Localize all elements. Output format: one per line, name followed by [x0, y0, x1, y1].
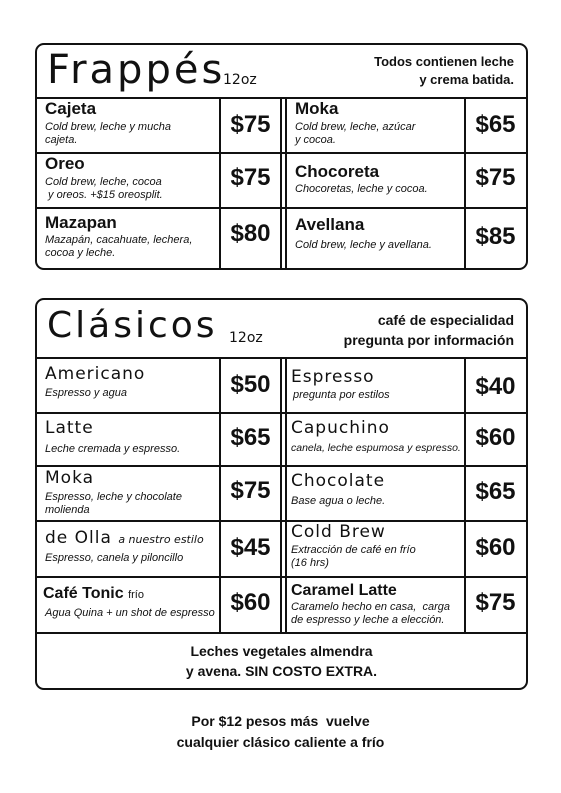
- item-description: Extracción de café en frío (16 hrs): [291, 544, 416, 569]
- item-price: $80: [230, 220, 271, 247]
- item-price: $60: [475, 534, 516, 561]
- item-description: Mazapán, cacahuate, lechera, cocoa y leche.: [45, 234, 193, 259]
- iced-upgrade-note: [0, 711, 561, 753]
- item-price: $75: [230, 111, 271, 138]
- menu-row: [37, 97, 526, 154]
- item-price: $60: [230, 589, 271, 616]
- iced-upgrade-line2: cualquier clásico caliente a frío: [176, 734, 385, 750]
- clasicos-header: [37, 300, 526, 359]
- item-name: Mazapan: [45, 213, 117, 232]
- item-price: $40: [475, 373, 516, 400]
- clasicos-note-line1: café de especialidad: [377, 312, 514, 328]
- item-description: Base agua o leche.: [291, 495, 386, 507]
- item-name: Moka: [295, 99, 339, 118]
- item-price: $65: [475, 478, 516, 505]
- item-description: pregunta por estilos: [293, 389, 390, 401]
- item-name: Capuchino: [291, 418, 390, 438]
- item-name: Café Tonic frío: [43, 585, 144, 602]
- frappes-title: Frappés: [47, 47, 226, 93]
- item-name: Espresso: [291, 367, 375, 387]
- item-description: Caramelo hecho en casa, carga de espresso y leche a elección.: [291, 601, 450, 626]
- item-price: $65: [230, 424, 271, 451]
- item-name: de Olla a nuestro estilo: [45, 528, 204, 548]
- clasicos-note: [344, 310, 514, 350]
- item-price: $50: [230, 371, 271, 398]
- item-description: Cold brew, leche, azúcar y cocoa.: [295, 121, 416, 146]
- item-name: Chocoreta: [295, 162, 380, 181]
- item-price: $45: [230, 534, 271, 561]
- item-description: Chocoretas, leche y cocoa.: [295, 183, 428, 195]
- item-qualifier: a nuestro estilo: [118, 533, 204, 546]
- plant-milk-line1: Leches vegetales almendra: [190, 643, 373, 659]
- item-name: Chocolate: [291, 471, 386, 491]
- item-name: Avellana: [295, 215, 365, 234]
- item-price: $60: [475, 424, 516, 451]
- frappes-body: [37, 97, 526, 268]
- plant-milk-line2: y avena. SIN COSTO EXTRA.: [185, 663, 378, 679]
- clasicos-title: Clásicos: [47, 305, 218, 346]
- item-description: Cold brew, leche y avellana.: [295, 239, 432, 251]
- item-description: Cold brew, leche y mucha cajeta.: [45, 121, 171, 146]
- item-price: $75: [475, 589, 516, 616]
- frappes-note: [374, 53, 514, 89]
- item-price: $85: [475, 223, 516, 250]
- item-description: Agua Quina + un shot de espresso: [45, 607, 215, 619]
- item-description: Leche cremada y espresso.: [45, 443, 181, 455]
- plant-milk-note: [37, 641, 526, 681]
- menu-row: [37, 207, 526, 267]
- item-name: Cold Brew: [291, 522, 386, 542]
- frappes-header: [37, 45, 526, 99]
- item-name: Americano: [45, 364, 146, 384]
- item-name: Oreo: [45, 154, 85, 173]
- frappes-size: 12oz: [223, 72, 257, 88]
- clasicos-size: 12oz: [229, 330, 263, 346]
- menu-row: [37, 520, 526, 578]
- item-name: Caramel Latte: [291, 582, 397, 599]
- item-price: $75: [475, 164, 516, 191]
- frappes-note-line2: y crema batida.: [419, 72, 514, 87]
- frappes-note-line1: Todos contienen leche: [374, 54, 514, 69]
- item-description: Espresso, canela y piloncillo: [45, 552, 184, 564]
- item-name: Cajeta: [45, 99, 97, 118]
- iced-upgrade-line1: Por $12 pesos más vuelve: [191, 713, 370, 729]
- menu-row: [37, 576, 526, 632]
- item-name: Latte: [45, 418, 94, 438]
- item-price: $75: [230, 477, 271, 504]
- clasicos-panel: [35, 298, 528, 690]
- clasicos-body: [37, 357, 526, 634]
- frappes-panel: [35, 43, 528, 270]
- item-qualifier: frío: [128, 589, 144, 601]
- item-description: Espresso, leche y chocolate molienda: [45, 491, 182, 516]
- menu-row: [37, 357, 526, 414]
- item-description: Cold brew, leche, cocoa y oreos. +$15 oreosplit.: [45, 176, 163, 201]
- item-price: $75: [230, 164, 271, 191]
- menu-row: [37, 412, 526, 467]
- item-description: Espresso y agua: [45, 387, 127, 399]
- clasicos-note-line2: pregunta por información: [343, 332, 514, 348]
- menu-row: [37, 152, 526, 209]
- item-description: canela, leche espumosa y espresso.: [291, 442, 461, 454]
- menu-row: [37, 465, 526, 522]
- item-name: Moka: [45, 468, 95, 488]
- item-price: $65: [475, 111, 516, 138]
